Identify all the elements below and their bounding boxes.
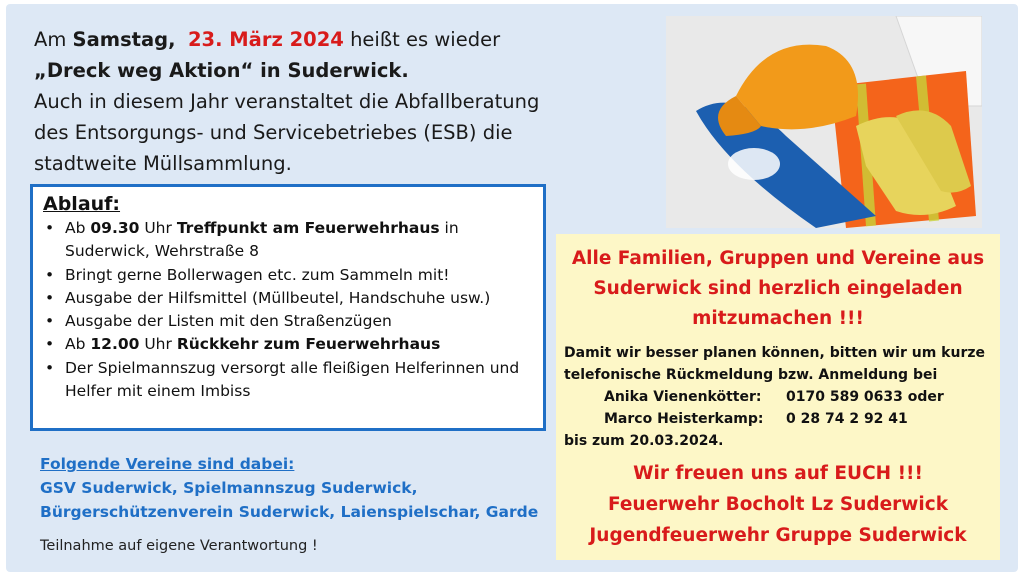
intro-aktion: „Dreck weg Aktion“ in Suderwick. bbox=[34, 59, 409, 82]
vereine-heading: Folgende Vereine sind dabei: bbox=[40, 455, 295, 473]
vereine-line-2: Bürgerschützenverein Suderwick, Laienspielschar, Garde bbox=[40, 503, 539, 521]
ablauf-item-treffpunkt: • Ab 09.30 Uhr Treffpunkt am Feuerwehrhaus in Suderwick, Wehrstraße 8 bbox=[43, 217, 533, 264]
invitation-text: Alle Familien, Gruppen und Vereine aus Suderwick sind herzlich eingeladen mitzumachen !!! bbox=[571, 248, 985, 329]
intro-line-5: stadtweite Müllsammlung. bbox=[34, 152, 292, 175]
intro-date: 23. März 2024 bbox=[187, 28, 344, 51]
cleanup-equipment-photo bbox=[666, 16, 982, 228]
contact-marco: Marco Heisterkamp: 0 28 74 2 92 41 bbox=[604, 411, 908, 427]
registration-info: Damit wir besser planen können, bitten wir um kurze telefonische Rückmeldung bzw. Anmeldung bei Anika Vienenkötter: 0170 589 0633 oder Marco Heisterkamp: 0 28 74 2 92 41 bis zum 20.03.2024. bbox=[564, 342, 992, 452]
intro-rest: heißt es wieder bbox=[343, 28, 501, 51]
intro-text bbox=[34, 24, 594, 179]
ablauf-item-rueckkehr: • Ab 12.00 Uhr Rückkehr zum Feuerwehrhaus bbox=[43, 333, 533, 356]
contact-anika: Anika Vienenkötter: 0170 589 0633 oder bbox=[604, 389, 944, 405]
ablauf-title: Ablauf: bbox=[43, 193, 121, 215]
intro-line-3: Auch in diesem Jahr veranstaltet die Abfallberatung bbox=[34, 90, 540, 113]
ablauf-item-bollerwagen: • Bringt gerne Bollerwagen etc. zum Sammeln mit! bbox=[43, 264, 533, 287]
ablauf-item-listen: • Ausgabe der Listen mit den Straßenzügen bbox=[43, 310, 533, 333]
teilnahme-note: Teilnahme auf eigene Verantwortung ! bbox=[40, 538, 318, 554]
ablauf-box bbox=[30, 184, 546, 431]
intro-am: Am bbox=[34, 28, 73, 51]
registration-deadline: bis zum 20.03.2024. bbox=[564, 433, 724, 449]
intro-samstag: Samstag, bbox=[72, 28, 176, 51]
intro-line-4: des Entsorgungs- und Servicebetriebes (ESB) die bbox=[34, 121, 513, 144]
invitation-box bbox=[556, 234, 1000, 560]
cleanup-equipment-illustration bbox=[666, 16, 982, 228]
vereine-line-1: GSV Suderwick, Spielmannszug Suderwick, bbox=[40, 479, 418, 497]
ablauf-list bbox=[43, 217, 533, 403]
vereine-section bbox=[40, 452, 560, 524]
ablauf-item-imbiss: • Der Spielmannszug versorgt alle fleißigen Helferinnen und Helfer mit einem Imbiss bbox=[43, 357, 533, 404]
closing-text: Wir freuen uns auf EUCH !!! Feuerwehr Bocholt Lz Suderwick Jugendfeuerwehr Gruppe Suderwick bbox=[589, 463, 967, 546]
flyer-slide bbox=[6, 4, 1018, 572]
ablauf-item-hilfsmittel: • Ausgabe der Hilfsmittel (Müllbeutel, Handschuhe usw.) bbox=[43, 287, 533, 310]
intro-line-1 bbox=[34, 24, 594, 55]
